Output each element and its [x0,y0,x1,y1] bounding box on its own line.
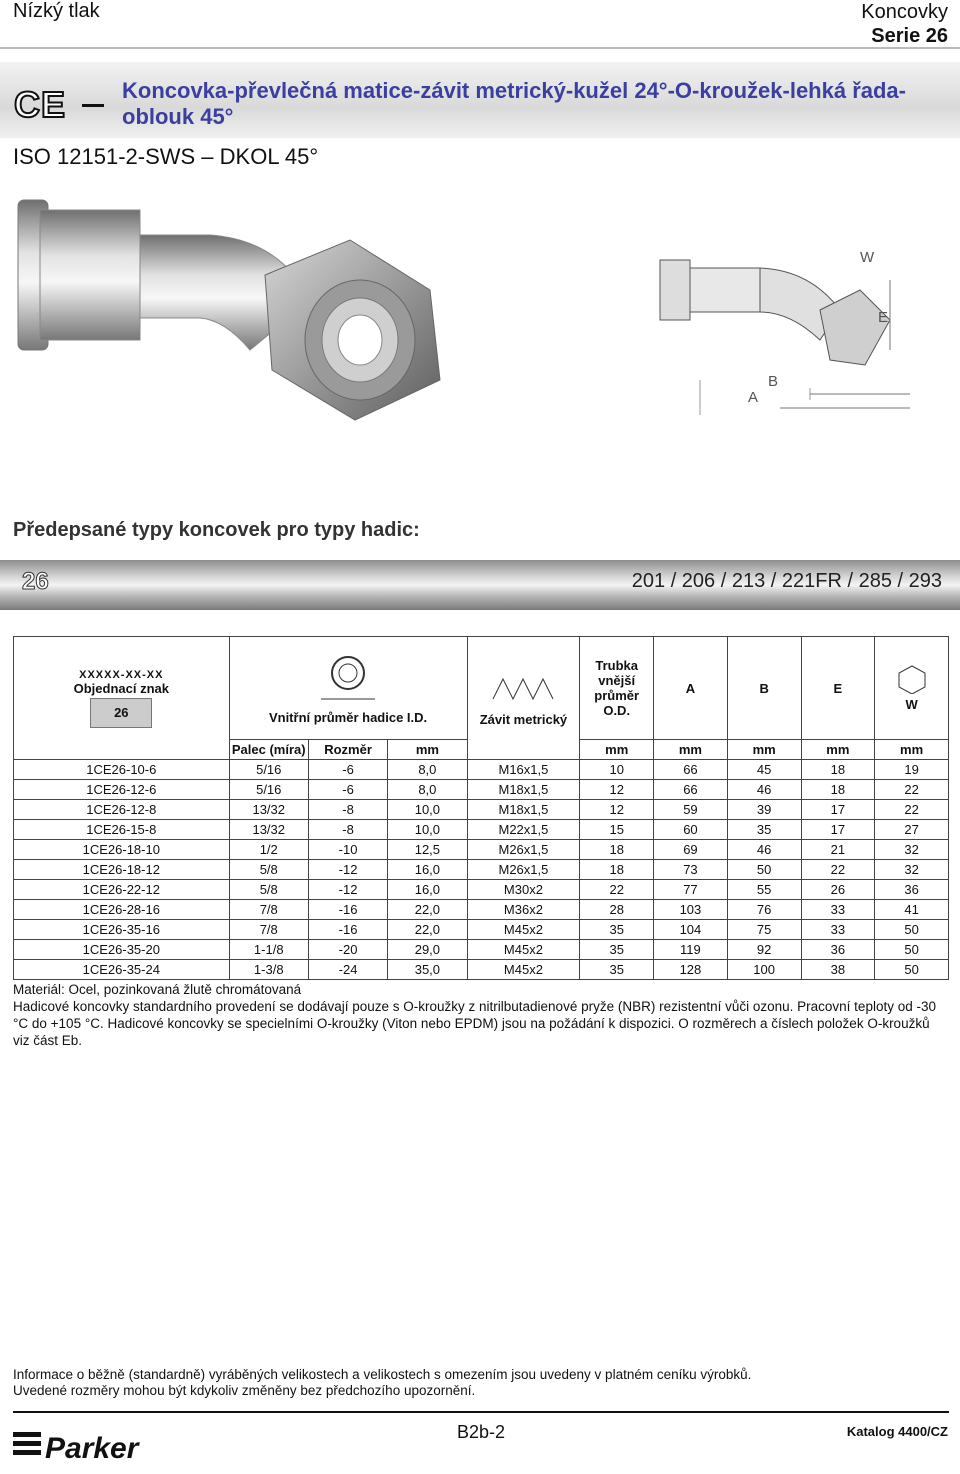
tube-header: Trubka vnější průměr O.D. [580,637,654,740]
dim-e-cell: 26 [801,880,875,900]
dim-a-cell: 60 [654,820,728,840]
fitting-icon: 26 [90,698,152,728]
inch-cell: 7/8 [229,920,308,940]
thread-label: Závit metrický [479,712,568,727]
e-header: E [801,637,875,740]
dim-b-cell: 35 [727,820,801,840]
page-number: B2b-2 [457,1422,506,1442]
diameter-icon [313,651,383,707]
a-header: A [654,637,728,740]
dim-w-cell: 32 [875,840,949,860]
dim-e-cell: 38 [801,960,875,980]
size-cell: -10 [308,840,387,860]
order-code-cell: 1CE26-18-10 [14,840,230,860]
dim-b-cell: 39 [727,800,801,820]
hose-series: 26 [22,568,49,595]
dim-b-cell: 45 [727,760,801,780]
inch-cell: 1-3/8 [229,960,308,980]
catalog-number: Katalog 4400/CZ [846,1424,948,1439]
inch-cell: 13/32 [229,800,308,820]
dim-w-cell: 36 [875,880,949,900]
dim-w-cell: 50 [875,940,949,960]
order-code-cell: 1CE26-28-16 [14,900,230,920]
dim-b-cell: 76 [727,900,801,920]
size-header: Rozměr [308,740,387,760]
header-category: Koncovky [861,1,948,23]
dim-w-cell: 19 [875,760,949,780]
inch-cell: 13/32 [229,820,308,840]
tube-od-cell: 28 [580,900,654,920]
tube-od-cell: 15 [580,820,654,840]
material-note: Materiál: Ocel, pozinkovaná žlutě chromátovaná [13,982,302,997]
mm-cell: 16,0 [388,880,467,900]
dim-e-cell: 33 [801,920,875,940]
product-title: Koncovka-převlečná matice-závit metrický-kužel 24°-O-kroužek-lehká řada-oblouk 45° [122,78,906,129]
tube-od-cell: 10 [580,760,654,780]
order-code-cell: 1CE26-35-24 [14,960,230,980]
dim-e-cell: 18 [801,760,875,780]
w-label: W [905,697,918,712]
inch-cell: 5/16 [229,780,308,800]
dim-e-label: E [878,309,889,326]
mm-cell: 8,0 [388,760,467,780]
inch-cell: 5/8 [229,880,308,900]
size-cell: -16 [308,920,387,940]
b-mm-header: mm [727,740,801,760]
mm-cell: 12,5 [388,840,467,860]
inner-diameter-header [229,637,467,740]
dim-b-cell: 50 [727,860,801,880]
dim-w-cell: 22 [875,800,949,820]
footnote-line1: Informace o běžně (standardně) vyráběných velikostech a velikostech s omezením jsou uvedeny v platném ceníku výrobků. [13,1367,752,1382]
dim-a-cell: 103 [654,900,728,920]
header-right [861,0,948,48]
dim-a-cell: 128 [654,960,728,980]
thread-cell: M30x2 [467,880,580,900]
size-cell: -8 [308,800,387,820]
tube-od-cell: 22 [580,880,654,900]
inch-header: Palec (míra) [229,740,308,760]
dim-b-label: B [768,373,779,390]
table-row [14,760,949,780]
inch-cell: 1/2 [229,840,308,860]
order-code-cell: 1CE26-18-12 [14,860,230,880]
mm-header: mm [388,740,467,760]
mm-cell: 8,0 [388,780,467,800]
order-code-cell: 1CE26-15-8 [14,820,230,840]
dim-a-cell: 59 [654,800,728,820]
dim-e-cell: 36 [801,940,875,960]
tube-od-cell: 12 [580,800,654,820]
size-cell: -24 [308,960,387,980]
dim-a-cell: 119 [654,940,728,960]
dim-e-cell: 21 [801,840,875,860]
hose-types: 201 / 206 / 213 / 221FR / 285 / 293 [631,570,942,592]
mm-cell: 16,0 [388,860,467,880]
section-title: Předepsané typy koncovek pro typy hadic: [13,519,420,541]
mm-cell: 22,0 [388,920,467,940]
dim-a-cell: 77 [654,880,728,900]
thread-cell: M18x1,5 [467,800,580,820]
dim-a-cell: 73 [654,860,728,880]
thread-cell: M26x1,5 [467,860,580,880]
size-cell: -8 [308,820,387,840]
table-row [14,880,949,900]
inner-diameter-label: Vnitřní průměr hadice I.D. [268,710,428,725]
table-row [14,800,949,820]
inch-cell: 5/8 [229,860,308,880]
thread-cell: M26x1,5 [467,840,580,860]
e-mm-header: mm [801,740,875,760]
header-series: Serie 26 [871,25,948,47]
dim-e-cell: 17 [801,800,875,820]
dim-w-cell: 22 [875,780,949,800]
thread-header [467,637,580,760]
dim-w-cell: 50 [875,920,949,940]
size-cell: -6 [308,760,387,780]
header-divider [0,47,960,49]
thread-cell: M45x2 [467,920,580,940]
product-photo [10,180,470,480]
dim-w-cell: 27 [875,820,949,840]
table-row [14,960,949,980]
footer-divider [13,1411,949,1413]
code-dash [82,104,104,107]
order-code-cell: 1CE26-35-20 [14,940,230,960]
footnote-line2: Uvedené rozměry mohou být kdykoliv změněny bez předchozího upozornění. [13,1383,476,1398]
inch-cell: 5/16 [229,760,308,780]
dim-b-cell: 100 [727,960,801,980]
mm-cell: 35,0 [388,960,467,980]
tube-od-cell: 12 [580,780,654,800]
dim-e-cell: 33 [801,900,875,920]
mm-cell: 22,0 [388,900,467,920]
dim-a-cell: 69 [654,840,728,860]
order-code-cell: 1CE26-22-12 [14,880,230,900]
table-row [14,940,949,960]
dim-w-label: W [860,249,875,266]
table-row [14,900,949,920]
dim-w-cell: 41 [875,900,949,920]
dim-b-cell: 75 [727,920,801,940]
order-label: Objednací znak [73,680,169,696]
size-cell: -16 [308,900,387,920]
size-cell: -6 [308,780,387,800]
hex-icon [892,664,932,694]
table-row [14,840,949,860]
thread-icon [488,669,558,709]
header-left: Nízký tlak [13,0,100,22]
dim-b-cell: 46 [727,780,801,800]
size-cell: -12 [308,860,387,880]
thread-cell: M22x1,5 [467,820,580,840]
w-mm-header: mm [875,740,949,760]
spec-table [13,636,949,980]
o-ring-note: Hadicové koncovky standardního provedení se dodávají pouze s O-kroužky z nitrilbutadienové pryže (NBR) rezistentní vůči ozonu. Pracovní teploty od -30 °C do +105 °C. Hadicové koncovky se specielními O-kroužky (Viton nebo EPDM) jsou na požádání k dispozici. O rozměrech a číslech položek O-kroužků viz část Eb. [13,999,936,1048]
order-code-cell: 1CE26-12-6 [14,780,230,800]
order-code-cell: 1CE26-10-6 [14,760,230,780]
b-header: B [727,637,801,740]
tube-od-cell: 35 [580,940,654,960]
thread-cell: M45x2 [467,960,580,980]
notes [13,981,943,1049]
tube-od-cell: 35 [580,920,654,940]
footnote [13,1367,943,1399]
standard-label: ISO 12151-2-SWS – DKOL 45° [13,144,319,169]
thread-cell: M36x2 [467,900,580,920]
code-icon: XXXXX-XX-XX [79,668,164,681]
size-cell: -12 [308,880,387,900]
mm-cell: 10,0 [388,820,467,840]
product-code: CE [14,84,67,125]
a-mm-header: mm [654,740,728,760]
dim-a-cell: 104 [654,920,728,940]
thread-cell: M45x2 [467,940,580,960]
table-row [14,920,949,940]
dim-a-label: A [748,389,759,406]
dim-w-cell: 50 [875,960,949,980]
table-row [14,860,949,880]
table-row [14,780,949,800]
thread-cell: M16x1,5 [467,760,580,780]
dim-e-cell: 18 [801,780,875,800]
w-header [875,637,949,740]
dim-w-cell: 32 [875,860,949,880]
thread-cell: M18x1,5 [467,780,580,800]
dim-a-cell: 66 [654,760,728,780]
inch-cell: 1-1/8 [229,940,308,960]
parker-logo [13,1426,145,1466]
tube-od-cell: 18 [580,840,654,860]
dim-a-cell: 66 [654,780,728,800]
order-code-cell: 1CE26-12-8 [14,800,230,820]
mm-cell: 29,0 [388,940,467,960]
tube-od-cell: 18 [580,860,654,880]
dimension-drawing [640,240,920,420]
dim-e-cell: 17 [801,820,875,840]
order-code-cell: 1CE26-35-16 [14,920,230,940]
tube-mm-header: mm [580,740,654,760]
mm-cell: 10,0 [388,800,467,820]
dim-b-cell: 92 [727,940,801,960]
order-header [14,637,230,760]
size-cell: -20 [308,940,387,960]
table-row [14,820,949,840]
inch-cell: 7/8 [229,900,308,920]
dim-b-cell: 46 [727,840,801,860]
dim-b-cell: 55 [727,880,801,900]
logo-text: Parker [45,1432,139,1465]
tube-od-cell: 35 [580,960,654,980]
dim-e-cell: 22 [801,860,875,880]
